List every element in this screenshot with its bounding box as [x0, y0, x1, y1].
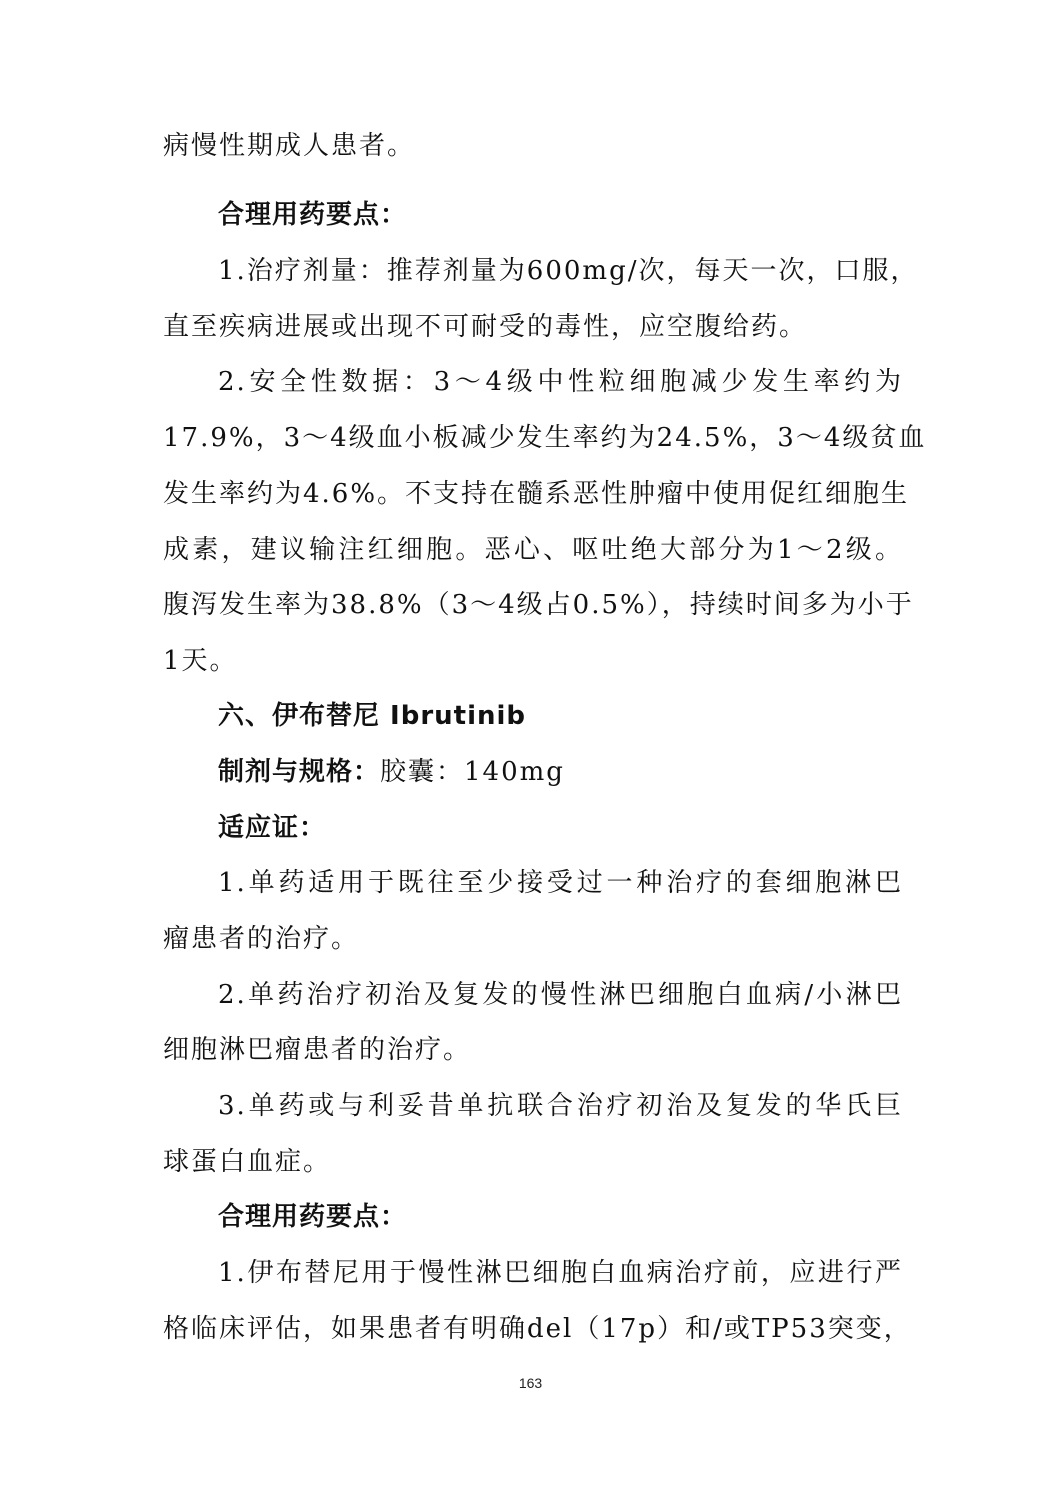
formulation-line	[218, 754, 903, 790]
section-heading: 合理用药要点：	[218, 1202, 408, 1232]
formulation-label: 制剂与规格：	[218, 757, 381, 787]
text-line: 发生率约为4.6%。不支持在髓系恶性肿瘤中使用促红细胞生	[163, 479, 910, 509]
text-line: 瘤患者的治疗。	[163, 924, 360, 954]
text-line: 2.单药治疗初治及复发的慢性淋巴细胞白血病/小淋巴	[218, 980, 903, 1010]
text-line: 3.单药或与利妥昔单抗联合治疗初治及复发的华氏巨	[218, 1091, 903, 1121]
section-heading: 适应证：	[218, 813, 327, 843]
section-heading: 合理用药要点：	[218, 200, 408, 230]
text-line: 1天。	[163, 646, 238, 676]
text-line: 直至疾病进展或出现不可耐受的毒性，应空腹给药。	[163, 312, 808, 342]
text-line: 成素，建议输注红细胞。恶心、呕吐绝大部分为1～2级。	[163, 535, 903, 565]
drug-heading: 六、伊布替尼 Ibrutinib	[218, 701, 527, 731]
text-line: 1.单药适用于既往至少接受过一种治疗的套细胞淋巴	[218, 868, 903, 898]
text-line: 格临床评估，如果患者有明确del（17p）和/或TP53突变，	[163, 1314, 912, 1344]
text-line: 细胞淋巴瘤患者的治疗。	[163, 1035, 472, 1065]
text-line: 2.安全性数据：3～4级中性粒细胞减少发生率约为	[218, 367, 903, 397]
formulation-value: 胶囊：140mg	[380, 757, 565, 787]
text-line: 17.9%，3～4级血小板减少发生率约为24.5%，3～4级贫血	[163, 423, 927, 453]
page-number: 163	[518, 1375, 543, 1391]
text-line: 球蛋白血症。	[163, 1147, 332, 1177]
text-line: 1.伊布替尼用于慢性淋巴细胞白血病治疗前，应进行严	[218, 1258, 903, 1288]
text-line: 1.治疗剂量：推荐剂量为600mg/次，每天一次，口服，	[218, 256, 919, 286]
text-line: 腹泻发生率为38.8%（3～4级占0.5%），持续时间多为小于	[163, 590, 914, 620]
text-line: 病慢性期成人患者。	[163, 131, 416, 161]
